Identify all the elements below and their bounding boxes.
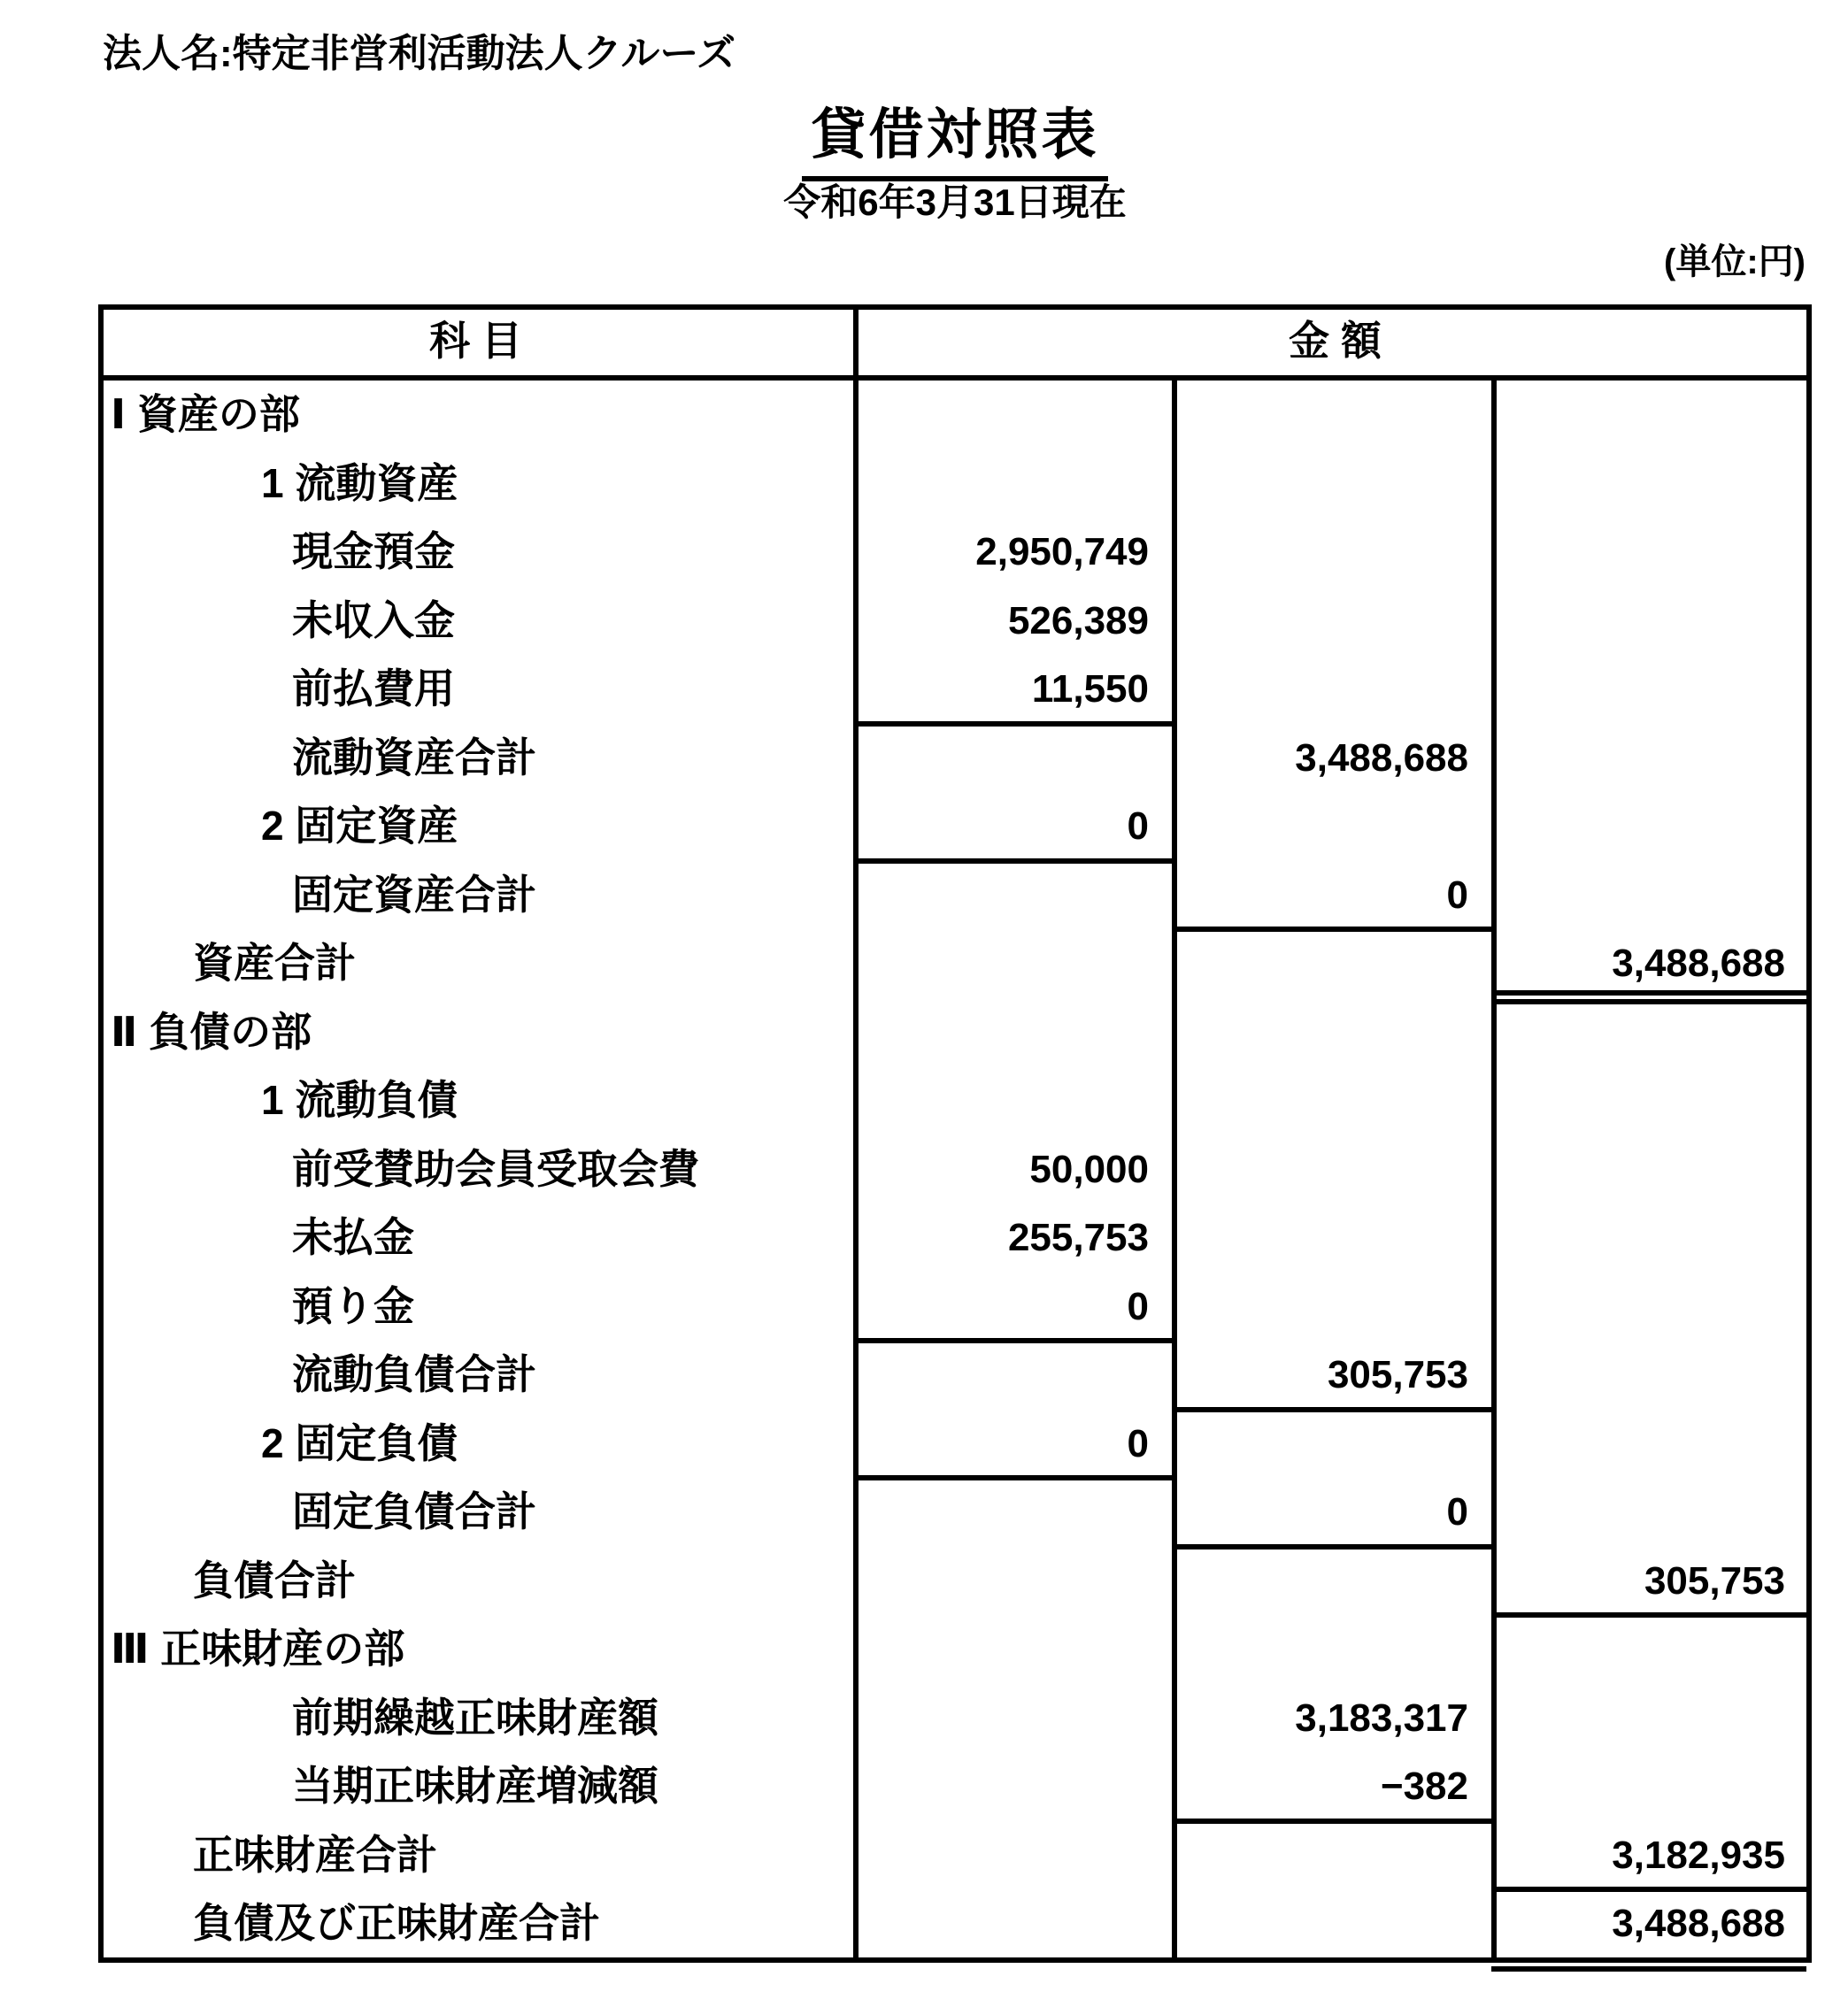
account-label: 負債合計 bbox=[193, 1557, 356, 1603]
account-label: 資産合計 bbox=[193, 940, 356, 986]
column-header-amount: 金 額 bbox=[1289, 318, 1382, 364]
amount-value: 0 bbox=[1127, 804, 1149, 848]
subcolumn3-ruled-line bbox=[1491, 1612, 1806, 1618]
account-label: 1 流動資産 bbox=[261, 459, 458, 506]
account-label: 現金預金 bbox=[292, 528, 455, 574]
account-label: 2 固定負債 bbox=[261, 1419, 458, 1466]
account-label: 流動負債合計 bbox=[292, 1351, 536, 1397]
amount-value: 305,753 bbox=[1327, 1353, 1468, 1396]
account-label: 正味財産合計 bbox=[193, 1831, 437, 1878]
amount-value: 0 bbox=[1127, 1421, 1149, 1465]
subcolumn1-ruled-line bbox=[853, 721, 1177, 727]
account-label: 前期繰越正味財産額 bbox=[292, 1694, 658, 1741]
amount-value: 3,183,317 bbox=[1295, 1696, 1468, 1740]
account-label: 固定資産合計 bbox=[292, 871, 536, 918]
subcolumn1-ruled-line bbox=[853, 858, 1177, 864]
account-label: Ⅲ 正味財産の部 bbox=[111, 1626, 405, 1672]
account-label: Ⅰ 資産の部 bbox=[111, 391, 300, 437]
amount-value: 2,950,749 bbox=[975, 530, 1149, 573]
amount-value: 0 bbox=[1127, 1284, 1149, 1328]
as-of-date: 令和6年3月31日現在 bbox=[783, 181, 1127, 223]
account-label: 1 流動負債 bbox=[261, 1077, 458, 1123]
account-label: Ⅱ 負債の部 bbox=[111, 1008, 312, 1055]
amount-value: 50,000 bbox=[1029, 1147, 1149, 1191]
account-label: 未払金 bbox=[292, 1214, 414, 1260]
grand-total-double-underline bbox=[1491, 1966, 1806, 1972]
amount-value: 0 bbox=[1446, 873, 1468, 917]
subcolumn1-ruled-line bbox=[853, 1475, 1177, 1480]
amount-value: 3,182,935 bbox=[1612, 1833, 1785, 1877]
amount-value: 11,550 bbox=[1031, 667, 1149, 711]
account-label: 前受賛助会員受取会費 bbox=[292, 1145, 699, 1192]
subcolumn2-ruled-line bbox=[1172, 1819, 1497, 1824]
amount-value: 305,753 bbox=[1644, 1558, 1785, 1603]
amount-value: 3,488,688 bbox=[1612, 1902, 1785, 1945]
amount-value: 255,753 bbox=[1007, 1216, 1149, 1259]
subcolumn2-ruled-line bbox=[1172, 1407, 1497, 1412]
column-divider-amount-2-3 bbox=[1491, 375, 1497, 1963]
document-title: 貸借対照表 bbox=[802, 90, 1107, 181]
account-label: 前払費用 bbox=[292, 665, 455, 711]
amount-value: 526,389 bbox=[1007, 598, 1149, 642]
account-label: 負債及び正味財産合計 bbox=[193, 1900, 600, 1946]
header-underline bbox=[98, 375, 1812, 381]
account-label: 固定負債合計 bbox=[292, 1488, 536, 1534]
amount-value: 0 bbox=[1446, 1490, 1468, 1534]
document-title-row bbox=[98, 90, 1812, 181]
account-label: 預り金 bbox=[292, 1282, 414, 1329]
amount-value: 3,488,688 bbox=[1612, 942, 1785, 985]
account-label: 流動資産合計 bbox=[292, 734, 536, 780]
account-label: 未収入金 bbox=[292, 596, 455, 643]
account-label: 2 固定資産 bbox=[261, 803, 458, 849]
subcolumn2-ruled-line bbox=[1172, 1544, 1497, 1549]
column-header-subject: 科 目 bbox=[429, 318, 522, 364]
subcolumn3-double-line-top bbox=[1491, 990, 1806, 996]
subcolumn2-ruled-line bbox=[1172, 927, 1497, 932]
subcolumn3-double-line-bottom bbox=[1491, 999, 1806, 1004]
corporation-name: 法人名:特定非営利活動法人クルーズ bbox=[103, 32, 736, 75]
amount-value: 3,488,688 bbox=[1295, 735, 1468, 780]
unit-label: (単位:円) bbox=[1664, 242, 1806, 281]
amount-value: −382 bbox=[1380, 1765, 1468, 1808]
subcolumn1-ruled-line bbox=[853, 1338, 1177, 1343]
account-label: 当期正味財産増減額 bbox=[292, 1763, 658, 1809]
